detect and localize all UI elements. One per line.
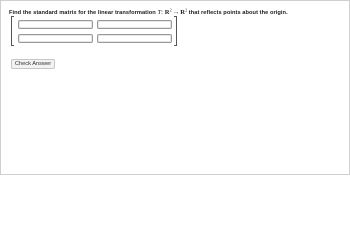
matrix-cell-r1c2[interactable]	[97, 20, 172, 29]
matrix-cell-r1c1[interactable]	[18, 20, 93, 29]
matrix-right-bracket	[174, 16, 177, 46]
matrix-left-bracket	[11, 16, 14, 46]
matrix-cell-r2c2[interactable]	[97, 34, 172, 43]
answer-matrix	[11, 16, 177, 46]
check-answer-button[interactable]: Check Answer	[11, 59, 55, 69]
codomain-space: R	[180, 9, 186, 16]
maps-to-arrow: →	[172, 9, 180, 16]
matrix-cell-r2c1[interactable]	[18, 34, 93, 43]
map-colon: :	[161, 9, 165, 16]
map-symbol: T	[157, 9, 162, 16]
codomain-dimension: 2	[185, 7, 188, 13]
question-text	[9, 9, 288, 16]
question-lead: Find the standard matrix for the linear transformation	[9, 10, 158, 16]
domain-dimension: 2	[169, 7, 172, 13]
domain-space: R	[164, 9, 170, 16]
transformation-expression	[157, 9, 187, 16]
question-tail: that reflects points about the origin.	[187, 10, 288, 16]
